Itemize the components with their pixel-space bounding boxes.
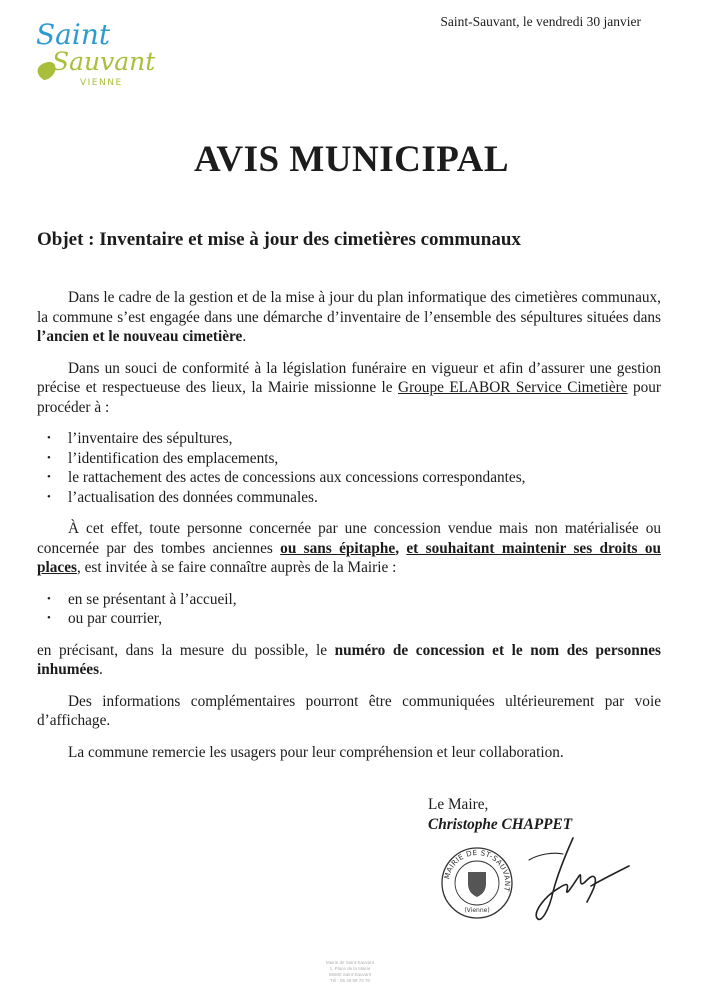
saint-sauvant-logo bbox=[30, 18, 180, 90]
signature-block bbox=[428, 795, 572, 835]
subject-line: Objet : Inventaire et mise à jour des cimetières communaux bbox=[37, 229, 521, 250]
stamp-text: MAIRIE DE ST-SAUVANT bbox=[442, 847, 513, 893]
bullet-icon: • bbox=[47, 592, 51, 605]
list-item: • ou par courrier, bbox=[47, 610, 163, 627]
list-item: • le rattachement des actes de concessions aux concessions correspondantes, bbox=[47, 469, 526, 486]
coat-of-arms-icon bbox=[468, 872, 486, 897]
stamp-subtext: (Vienne) bbox=[464, 907, 490, 914]
signer-role: Le Maire, bbox=[428, 796, 489, 813]
contact-list bbox=[37, 590, 661, 629]
signer-name: Christophe CHAPPET bbox=[428, 816, 573, 833]
logo-line2: Sauvant bbox=[52, 47, 156, 76]
bullet-icon: • bbox=[47, 471, 51, 483]
town-hall-stamp bbox=[440, 846, 514, 920]
mayor-signature bbox=[505, 832, 635, 932]
letter-body bbox=[37, 288, 661, 774]
logo-region: VIENNE bbox=[80, 78, 123, 88]
contractor-name: Groupe ELABOR Service Cimetière bbox=[398, 379, 628, 396]
paragraph-mission: Dans un souci de conformité à la législation funéraire en vigueur et afin d’assurer une gestion précise et respectueuse des lieux, la Mairie missionne le Groupe ELABOR Service Cimetière pour procéder à : bbox=[37, 359, 662, 416]
paragraph-context: Dans le cadre de la gestion et de la mise à jour du plan informatique des cimetières communaux, la commune s’est engagée dans une démarche d’inventaire de l’ensemble des sépultures situées dans l’ancien et le nouveau cimetière. bbox=[37, 289, 661, 345]
bullet-icon: • bbox=[47, 612, 51, 624]
bullet-icon: • bbox=[47, 432, 51, 444]
paragraph-precision: en précisant, dans la mesure du possible, le numéro de concession et le nom des personnes inhumées. bbox=[37, 641, 661, 678]
list-item: • l’identification des emplacements, bbox=[47, 449, 279, 467]
cemeteries-emphasis: l’ancien et le nouveau cimetière bbox=[37, 328, 243, 345]
footer-address: Mairie de Saint-Sauvant 1, Place de la Mairie 86600 Saint-Sauvant Tél : 05 49 59 70 70 bbox=[325, 960, 375, 983]
list-item: • l’actualisation des données communales. bbox=[47, 488, 318, 506]
paragraph-invitation: À cet effet, toute personne concernée par une concession vendue mais non matérialisée ou concernée par des tombes anciennes ou sans épitaphe, et souhaitant maintenir ses droits ou places, est invitée à se faire connaître auprès de la Mairie : bbox=[37, 520, 661, 576]
list-item: • l’inventaire des sépultures, bbox=[47, 430, 233, 447]
bullet-icon: • bbox=[47, 451, 51, 464]
page-title: AVIS MUNICIPAL bbox=[193, 139, 510, 180]
bullet-icon: • bbox=[47, 490, 51, 503]
list-item: • en se présentant à l’accueil, bbox=[47, 590, 237, 608]
letter-date: Saint-Sauvant, le vendredi 30 janvier bbox=[440, 14, 641, 29]
paragraph-information: Des informations complémentaires pourront être communiquées ultérieurement par voie d’affichage. bbox=[37, 692, 661, 729]
logo-line1: Saint bbox=[36, 18, 111, 51]
paragraph-thanks: La commune remercie les usagers pour leur compréhension et leur collaboration. bbox=[68, 743, 564, 761]
task-list bbox=[37, 429, 661, 507]
